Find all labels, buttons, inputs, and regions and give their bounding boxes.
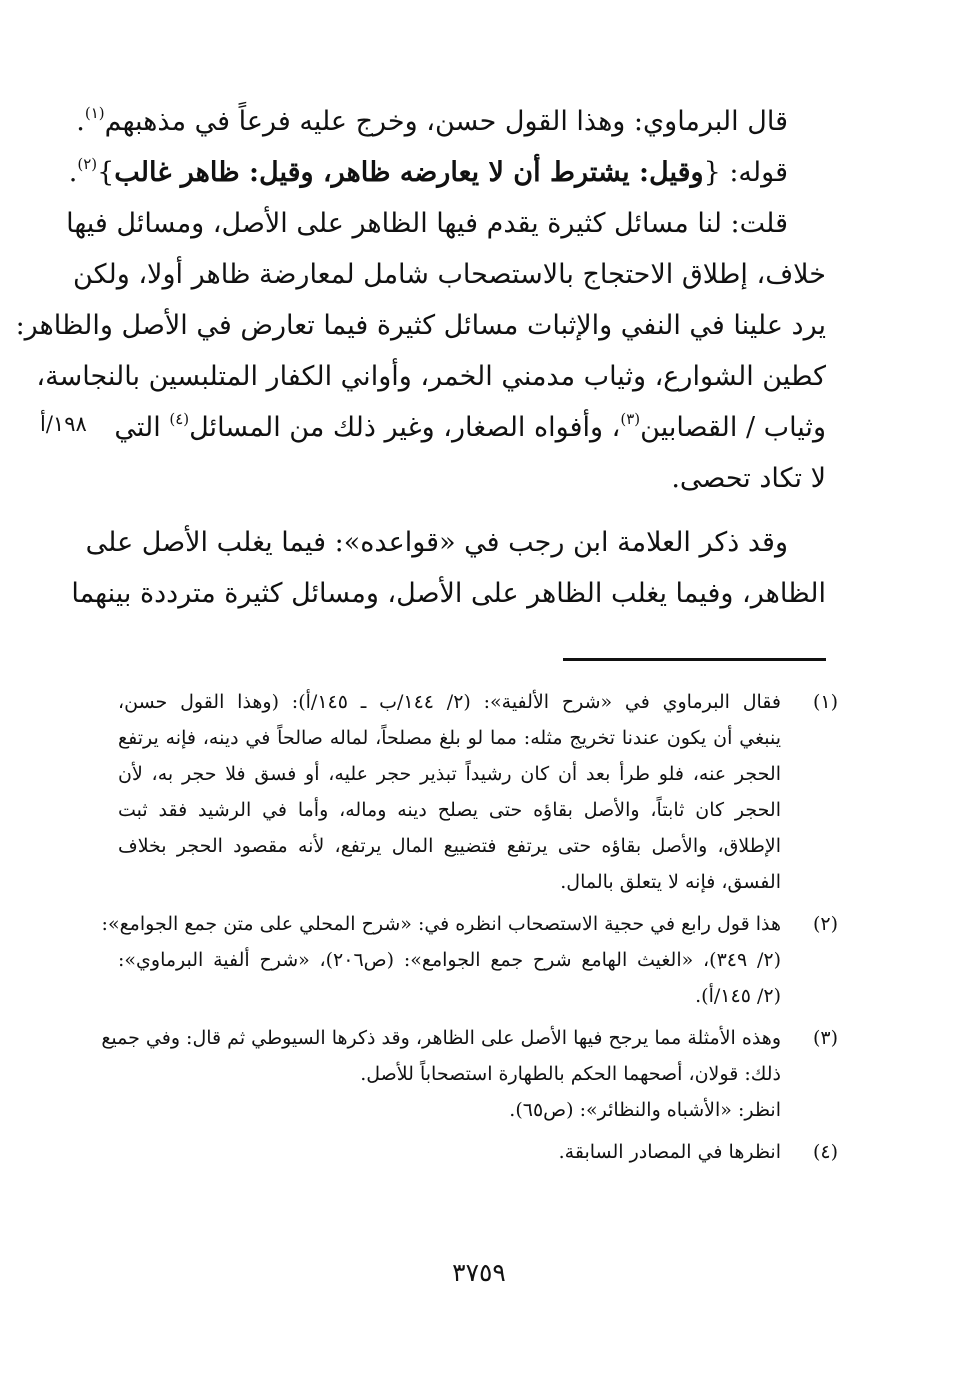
main-line-10: الظاهر، وفيما يغلب الظاهر على الأصل، ومسائل كثيرة مترددة بينهما — [71, 578, 826, 609]
footnote-line: انظر: «الأشباه والنظائر»: (ص٦٥). — [509, 1099, 781, 1121]
page-number: ٣٧٥٩ — [452, 1258, 506, 1287]
line-text: قال البرماوي: وهذا القول حسن، وخرج عليه فرعاً في مذهبهم — [104, 106, 788, 137]
line-end: . — [68, 157, 78, 188]
footnote-line: هذا قول رابع في حجية الاستصحاب انظره في: «شرح المحلي على متن جمع الجوامع»: — [101, 913, 781, 935]
footnote-line: ينبغي أن يكون عندنا تخريج مثله: مما لو بلغ مصلحاً، لماله صالحاً في دينه، فإنه يرتفع — [118, 727, 781, 749]
manuscript-folio-note: ١٩٨/أ — [40, 412, 87, 436]
footnote-line: الفسق، فإنه لا يتعلق بالمال. — [560, 871, 781, 893]
footnote-ref: (٢) — [77, 155, 98, 173]
footnote-2 — [101, 906, 838, 1014]
footnote-number: (٣) — [812, 1027, 838, 1049]
footnote-3 — [101, 1020, 838, 1128]
footnote-ref: (٣) — [620, 410, 641, 428]
footnote-ref: (٤) — [169, 410, 190, 428]
main-line-8: لا تكاد تحصى. — [671, 463, 826, 494]
main-line-1 — [76, 96, 826, 147]
footnote-4 — [118, 1134, 838, 1170]
footnotes — [101, 684, 838, 1170]
line-text: قوله: { — [703, 157, 788, 188]
footnote-1 — [118, 684, 838, 900]
line-end: . — [76, 106, 85, 137]
footnote-ref: (١) — [84, 104, 105, 122]
footnote-number: (١) — [812, 691, 838, 713]
closing-brace: } — [97, 157, 115, 188]
footnote-line: الإطلاق، والأصل بقاؤه حتى يرتفع فتضييع المال يرتفع، لأنه مقصود الحجر بخلاف — [118, 835, 781, 857]
quoted-text-bold: وقيل: يشترط أن لا يعارضه ظاهر، وقيل: ظاهر غالب — [114, 157, 704, 188]
footnote-line: (٢/ ٣٤٩)، «الغيث الهامع شرح جمع الجوامع»: (ص٢٠٦)، «شرح ألفية البرماوي»: — [118, 949, 781, 971]
main-line-2 — [68, 147, 826, 198]
footnote-line: وهذه الأمثلة مما يرجح فيها الأصل على الظاهر، وقد ذكرها السيوطي ثم قال: وفي جميع — [101, 1027, 781, 1049]
footnote-line: انظرها في المصادر السابقة. — [558, 1141, 781, 1163]
main-line-5: يرد علينا في النفي والإثبات مسائل كثيرة فيما تعارض في الأصل والظاهر: — [15, 310, 826, 341]
footnote-separator — [563, 658, 826, 661]
main-line-6: كطين الشوارع، وثياب مدمني الخمر، وأواني الكفار المتلبسين بالنجاسة، — [36, 361, 826, 392]
footnote-line: ذلك: قولان، أصحهما الحكم بالطهارة استصحاباً للأصل. — [360, 1063, 781, 1085]
main-line-7 — [114, 402, 826, 453]
footnote-number: (٤) — [812, 1141, 838, 1163]
main-line-3: قلت: لنا مسائل كثيرة يقدم فيها الظاهر على الأصل، ومسائل فيها — [66, 208, 788, 239]
footnote-line: الحجر كان ثابتاً، والأصل بقاؤه حتى يصلح دينه وماله، وأما في الرشيد فقد ثبت — [118, 799, 781, 821]
footnote-line: فقال البرماوي في «شرح الألفية»: (٢/ ١٤٤/ب ـ ١٤٥/أ): (وهذا القول حسن، — [118, 691, 782, 713]
main-line-4: خلاف، إطلاق الاحتجاج بالاستصحاب شامل لمعارضة ظاهر أولا، ولكن — [73, 259, 826, 290]
line-text: وثياب / القصابين — [640, 412, 826, 443]
footnote-line: الحجر عنه، فلو طرأ بعد أن كان رشيداً تبذير حجر عليه، أو فسق فلا حجر به، لأن — [118, 763, 781, 785]
line-text: التي — [114, 412, 170, 443]
footnote-line: (٢/ ١٤٥/أ). — [695, 985, 781, 1007]
main-line-9: وقد ذكر العلامة ابن رجب في «قواعده»: فيما يغلب الأصل على — [85, 527, 788, 558]
line-text: ، وأفواه الصغار، وغير ذلك من المسائل — [189, 412, 621, 443]
footnote-number: (٢) — [812, 913, 838, 935]
